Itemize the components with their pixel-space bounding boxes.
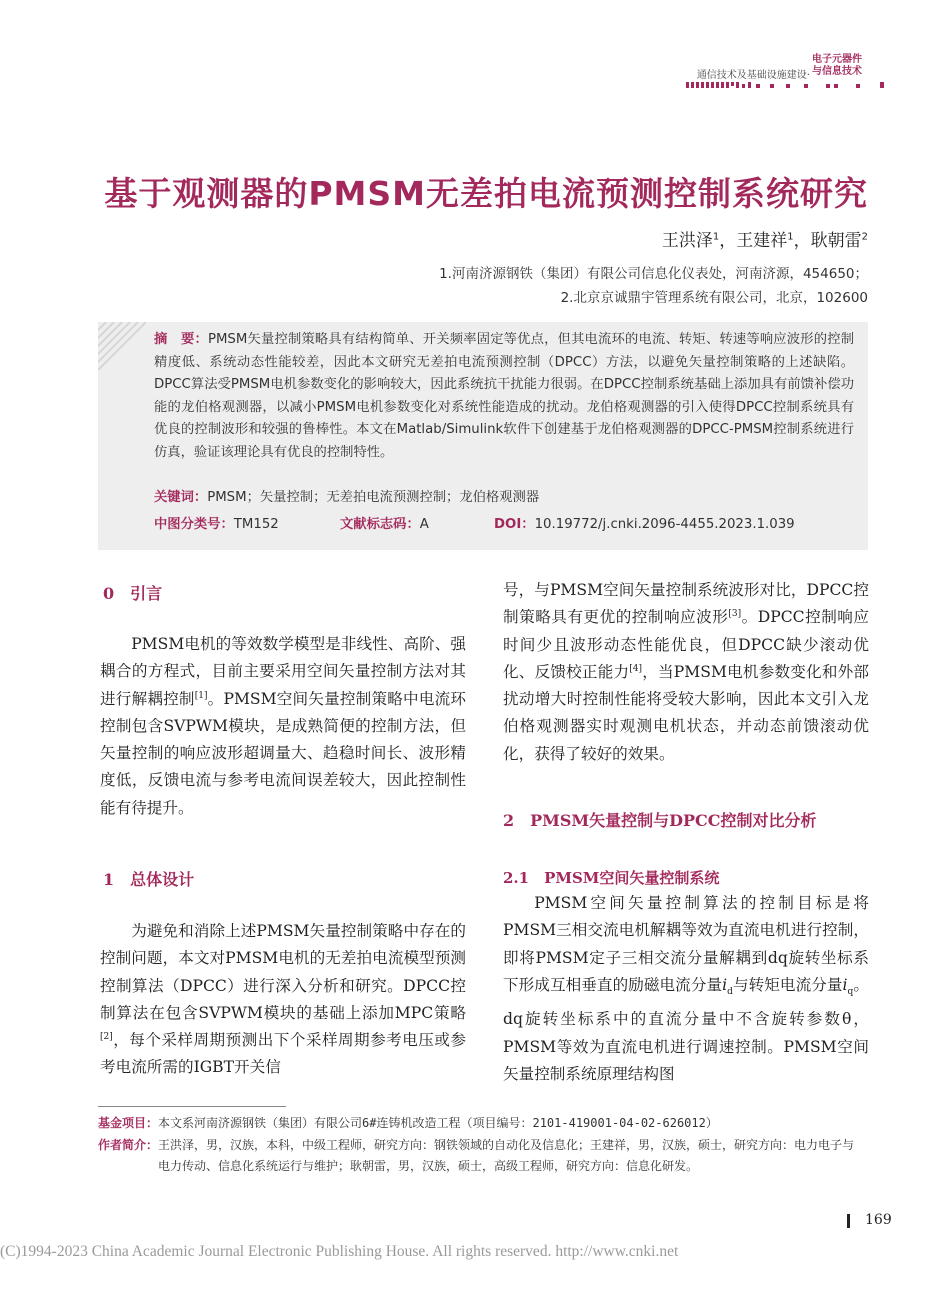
document-code (340, 513, 429, 532)
paragraph-continuation (503, 577, 869, 768)
section-heading-introduction: 0 引言 (103, 584, 163, 603)
doi (494, 513, 795, 532)
funding-label: 基金项目： (98, 1116, 159, 1130)
footnote-author-bio (98, 1135, 868, 1177)
abstract-body: PMSM矢量控制策略具有结构简单、开关频率固定等优点，但其电流环的电流、转矩、转速等响应波形的控制精度低、系统动态性能较差，因此本文研究无差拍电流预测控制（DPCC）方法，以避免矢量控制策略的上述缺陷。DPCC算法受PMSM电机参数变化的影响较大，因此系统抗干扰能力很弱。在DPCC控制系统基础上添加具有前馈补偿功能的龙伯格观测器，以减小PMSM电机参数变化对系统性能造成的扰动。龙伯格观测器的引入使得DPCC控制系统具有优良的控制波形和较强的鲁棒性。本文在Matlab/Simulink软件下创建基于龙伯格观测器的DPCC-PMSM控制系统进行仿真，验证该理论具有优良的控制特性。 (154, 332, 855, 460)
brand-line-2: 与信息技术 (812, 66, 862, 77)
paragraph-svpwm-control (503, 890, 869, 1088)
paragraph-text: 。DPCC控制响应时间少且波形动态性能优良，但DPCC缺少滚动优化、反馈校正能力 (503, 608, 869, 681)
paragraph-text: ，当PMSM电机参数变化和外部扰动增大时控制性能将受较大影响，因此本文引入龙伯格观测器实时观测电机状态，并动态前馈滚动优化，获得了较好的效果。 (503, 662, 869, 763)
author-affiliation-mark: 1 (787, 231, 794, 243)
clc-value: TM152 (233, 517, 279, 532)
affiliation-1: 1.河南济源钢铁（集团）有限公司信息化仪表处，河南济源，454650； (439, 266, 868, 282)
paragraph-text: 号，与PMSM空间矢量控制系统波形对比，DPCC控制策略具有更优的控制响应波形 (503, 581, 869, 627)
symbol-i: i (722, 975, 728, 994)
corner-stripes-decoration (98, 322, 146, 382)
abstract-label: 摘 要： (154, 332, 208, 347)
paragraph-text: PMSM电机的等效数学模型是非线性、高阶、强耦合的方程式，目前主要采用空间矢量控制方法对其进行解耦控制 (100, 635, 466, 708)
funding-text: 本文系河南济源钢铁（集团）有限公司6#连铸机改造工程（项目编号：2101-419001-04-02-626012） (158, 1116, 718, 1130)
doc-code-value: A (419, 517, 429, 532)
symbol-subscript-q: q (847, 987, 854, 997)
keywords-label: 关键词： (154, 490, 208, 505)
paragraph-text: 。PMSM空间矢量控制策略中电流环控制包含SVPWM模块，是成熟简便的控制方法，但矢量控制的响应波形超调量大、趋稳时间长、波形精度低，反馈电流与参考电流间误差较大，因此控制性能有待提升。 (100, 689, 466, 817)
paragraph-design (100, 918, 466, 1082)
paragraph-introduction (100, 631, 466, 822)
article-title: 基于观测器的PMSM无差拍电流预测控制系统研究 (104, 174, 868, 213)
abstract-box (98, 322, 868, 550)
abstract-text (154, 329, 854, 465)
page-number-bar (847, 1214, 850, 1228)
paragraph-text: ，每个采样周期预测出下个采样周期参考电压或参考电流所需的IGBT开关信 (100, 1031, 466, 1077)
affiliation-2: 2.北京京诚鼎宇管理系统有限公司，北京，102600 (560, 290, 868, 306)
symbol-i: i (842, 975, 848, 994)
section-heading-design: 1 总体设计 (103, 870, 195, 889)
citation-ref: [2] (100, 1032, 113, 1042)
symbol-subscript-d: d (727, 987, 733, 997)
copyright-line: (C)1994-2023 China Academic Journal Electronic Publishing House. All rights reserved. http://www.cnki.net (0, 1243, 679, 1260)
doc-code-label: 文献标志码： (340, 517, 420, 532)
page-number: 169 (865, 1212, 892, 1228)
author-name: 耿朝雷 (810, 231, 862, 251)
author-name: 王洪泽 (661, 231, 713, 251)
doi-label: DOI： (494, 517, 535, 532)
author-affiliation-mark: 2 (861, 231, 868, 243)
clc-label: 中图分类号： (154, 517, 234, 532)
journal-section: 通信技术及基础设施建设· (696, 70, 810, 81)
clc-number (154, 513, 279, 532)
brand-line-1: 电子元器件 (812, 54, 862, 65)
bio-text: 王洪泽，男，汉族，本科，中级工程师，研究方向：钢铁领域的自动化及信息化；王建祥，男，汉族，硕士，研究方向：电力电子与电力传动、信息化系统运行与维护；耿朝雷，男，汉族，硕士，高级工程师，研究方向：信息化研发。 (158, 1138, 855, 1173)
paragraph-text: 与转矩电流分量 (732, 975, 843, 994)
doi-value: 10.19772/j.cnki.2096-4455.2023.1.039 (534, 517, 795, 532)
author-affiliation-mark: 1 (712, 231, 720, 243)
citation-ref: [4] (629, 663, 643, 674)
citation-ref: [3] (728, 609, 742, 620)
footnote-funding (98, 1113, 868, 1134)
keywords (154, 486, 539, 505)
author-name: 王建祥 (736, 231, 788, 251)
bio-label: 作者简介： (98, 1138, 159, 1152)
journal-brand (812, 54, 882, 78)
author-line: 王洪泽$^1$，王建祥$^1$，耿朝雷$^2$ (661, 231, 868, 251)
footnote-divider (98, 1106, 286, 1107)
paragraph-text: 。dq旋转坐标系中的直流分量中不含旋转参数θ，PMSM等效为直流电机进行调速控制。PMSM空间矢量控制系统原理结构图 (503, 975, 869, 1083)
decorative-dot-bar (686, 82, 886, 90)
section-heading-comparison: 2 PMSM矢量控制与DPCC控制对比分析 (503, 811, 817, 830)
paragraph-text: PMSM空间矢量控制算法的控制目标是将PMSM三相交流电机解耦等效为直流电机进行控制，即将PMSM定子三相交流分量解耦到dq旋转坐标系下形成互相垂直的励磁电流分量 (503, 894, 869, 994)
subsection-heading-2-1: 2.1 PMSM空间矢量控制系统 (503, 869, 720, 887)
citation-ref: [1] (194, 690, 208, 701)
paragraph-text: 为避免和消除上述PMSM矢量控制策略中存在的控制问题，本文对PMSM电机的无差拍电流模型预测控制算法（DPCC）进行深入分析和研究。DPCC控制算法在包含SVPWM模块的基础上添加MPC策略 (100, 922, 466, 1022)
keywords-value: PMSM；矢量控制；无差拍电流预测控制；龙伯格观测器 (207, 490, 540, 505)
